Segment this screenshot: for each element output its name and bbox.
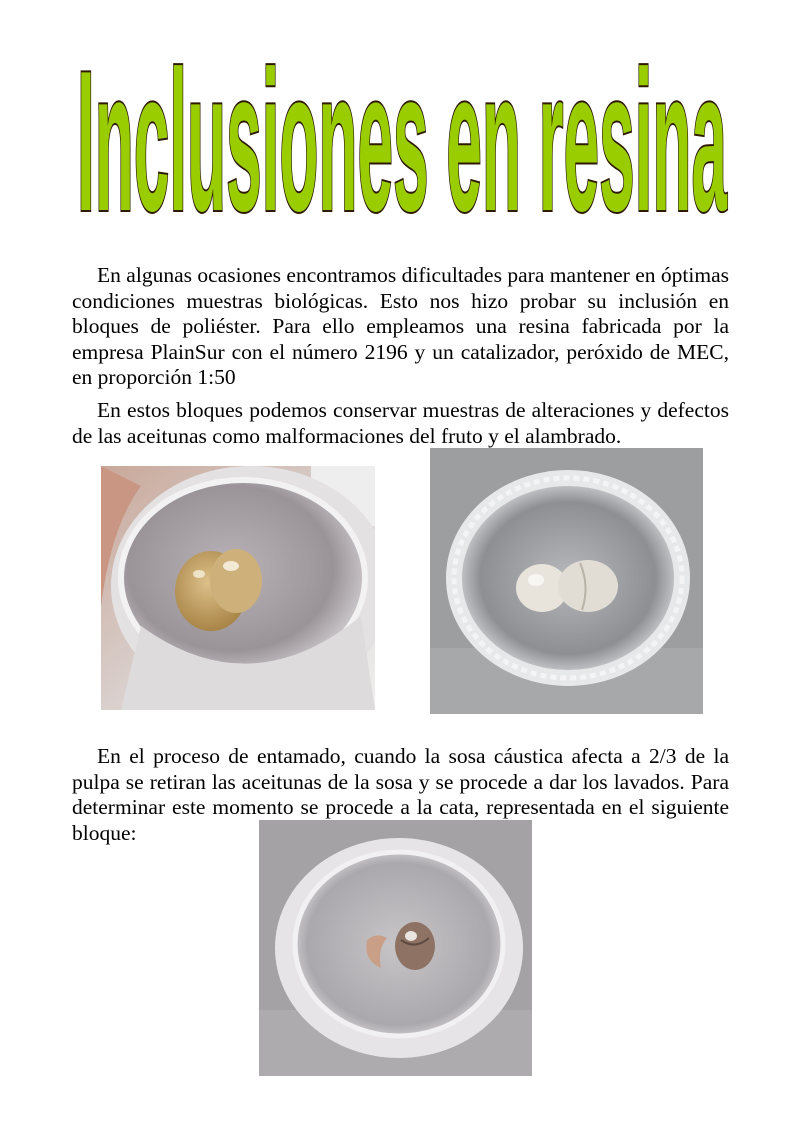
resin-block-photo-2	[430, 448, 703, 714]
intro-paragraph: En algunas ocasiones encontramos dificultades para mantener en óptimas condiciones muestras biológicas. Esto nos hizo probar su inclusión en bloques de poliéster. Para ello empleamos una resina fabricada por la empresa PlainSur con el número 2196 y un catalizador, peróxido de MEC, en proporción 1:50	[72, 263, 729, 390]
title-text: Inclusiones en resina	[77, 62, 728, 238]
tasting-paragraph: En el proceso de entamado, cuando la sosa cáustica afecta a 2/3 de la pulpa se retiran las aceitunas de la sosa y se procede a dar los lavados. Para determinar este momento se procede a la cata, representada en el siguiente bloque:	[72, 744, 729, 845]
blocks-paragraph: En estos bloques podemos conservar muestras de alteraciones y defectos de las aceitunas como malformaciones del fruto y el alambrado.	[72, 398, 729, 448]
resin-block-photo-3	[259, 820, 532, 1076]
resin-block-photo-1	[101, 466, 375, 710]
page-title	[70, 62, 734, 238]
title-graphic	[70, 62, 734, 238]
